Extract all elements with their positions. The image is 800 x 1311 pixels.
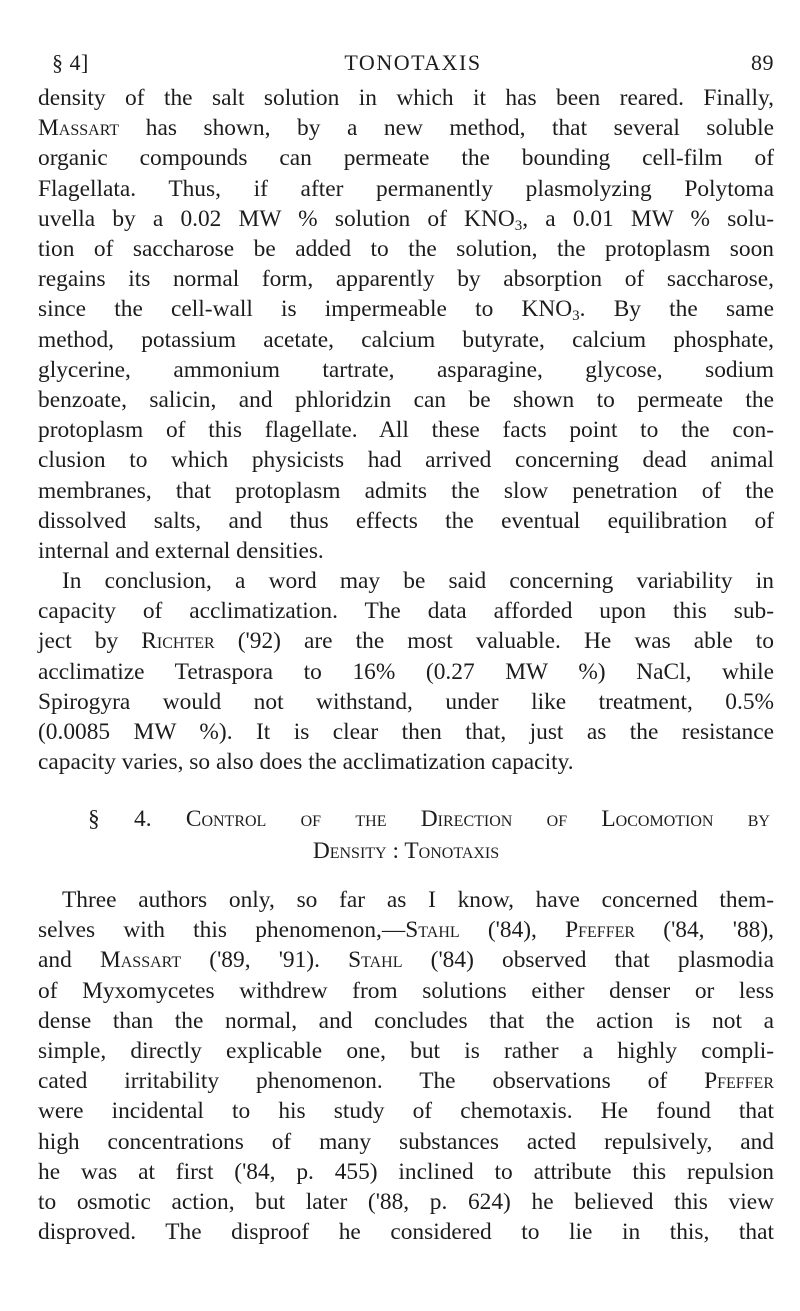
text-line: benzoate, salicin, and phloridzin can be shown to permeate the (38, 387, 774, 414)
text-line: disproved. The disproof he considered to lie in this, that (38, 1219, 774, 1246)
text-line: since the cell-wall is impermeable to $KNO_3$. By the same (38, 296, 775, 325)
section-marker: § 4] (52, 50, 89, 75)
author-name: Stahl (348, 947, 403, 974)
heading-line: Density : Tonotaxis (312, 838, 500, 864)
text-line: glycerine, ammonium tartrate, asparagine, glycose, sodium (38, 356, 774, 383)
text-line: regains its normal form, apparently by absorption of saccharose, (38, 266, 774, 293)
text-line: selves with this phenomenon,—Stahl ('84), Pfeffer ('84, '88), (38, 917, 774, 944)
text-line: (0.0085 MW %). It is clear then that, just as the resistance (38, 719, 774, 746)
author-name: Massart (99, 947, 182, 974)
text-line: In conclusion, a word may be said concerning variability in (62, 568, 774, 594)
section-heading (38, 803, 774, 867)
text-line: protoplasm of this flagellate. All these facts point to the con- (38, 417, 774, 444)
paragraph-acclimatization (38, 566, 774, 777)
text-line: method, potassium acetate, calcium butyrate, calcium phosphate, (38, 326, 774, 353)
text-line: organic compounds can permeate the bounding cell-film of (38, 145, 774, 172)
text-line: Flagellata. Thus, if after permanently plasmolyzing Polytoma (38, 175, 774, 202)
running-title: TONOTAXIS (344, 50, 482, 75)
text-line: capacity varies, so also does the acclimatization capacity. (38, 749, 574, 776)
text-line: internal and external densities. (38, 538, 324, 565)
text-line: he was at first ('84, p. 455) inclined to attribute this repulsion (38, 1158, 774, 1185)
text-line: membranes, that protoplasm admits the slow penetration of the (38, 477, 774, 504)
text-line: and Massart ('89, '91). Stahl ('84) observed that plasmodia (38, 947, 775, 974)
text-line: simple, directly explicable one, but is rather a highly compli- (38, 1038, 774, 1065)
text-line: acclimatize Tetraspora to 16% (0.27 MW %) NaCl, while (38, 658, 774, 685)
heading-line: § 4. Control of the Direction of Locomotion by (88, 806, 770, 832)
text-line: Massart has shown, by a new method, that several soluble (38, 115, 774, 142)
author-name: Richter (141, 628, 215, 655)
paragraph-tonotaxis (38, 885, 774, 1247)
author-name: Pfeffer (565, 917, 636, 944)
text-line: of Myxomycetes withdrew from solutions either denser or less (38, 977, 774, 1004)
text-line: uvella by a 0.02 MW % solution of $KNO_3$, a 0.01 MW % solu- (38, 205, 774, 234)
text-line: were incidental to his study of chemotaxis. He found that (38, 1098, 774, 1125)
text-line: Three authors only, so far as I know, have concerned them- (62, 887, 774, 913)
text-line: to osmotic action, but later ('88, p. 624) he believed this view (38, 1189, 774, 1216)
author-name: Pfeffer (704, 1068, 774, 1095)
text-line: density of the salt solution in which it has been reared. Finally, (38, 85, 774, 111)
text-line: high concentrations of many substances acted repulsively, and (38, 1128, 774, 1155)
text-line: Spirogyra would not withstand, under like treatment, 0.5% (38, 688, 774, 715)
text-line: dissolved salts, and thus effects the eventual equilibration of (38, 507, 774, 534)
author-name: Massart (38, 115, 120, 142)
text-line: tion of saccharose be added to the solution, the protoplasm soon (38, 236, 774, 263)
page-number: 89 (751, 50, 774, 75)
text-line: ject by Richter ('92) are the most valuable. He was able to (38, 628, 774, 655)
text-line: dense than the normal, and concludes that the action is not a (38, 1007, 774, 1034)
paragraph-continuation (38, 83, 774, 566)
running-head (52, 50, 774, 84)
text-line: capacity of acclimatization. The data afforded upon this sub- (38, 598, 774, 625)
text-line: clusion to which physicists had arrived concerning dead animal (38, 447, 774, 474)
author-name: Stahl (405, 917, 460, 944)
text-line: cated irritability phenomenon. The observations of Pfeffer (38, 1068, 774, 1095)
